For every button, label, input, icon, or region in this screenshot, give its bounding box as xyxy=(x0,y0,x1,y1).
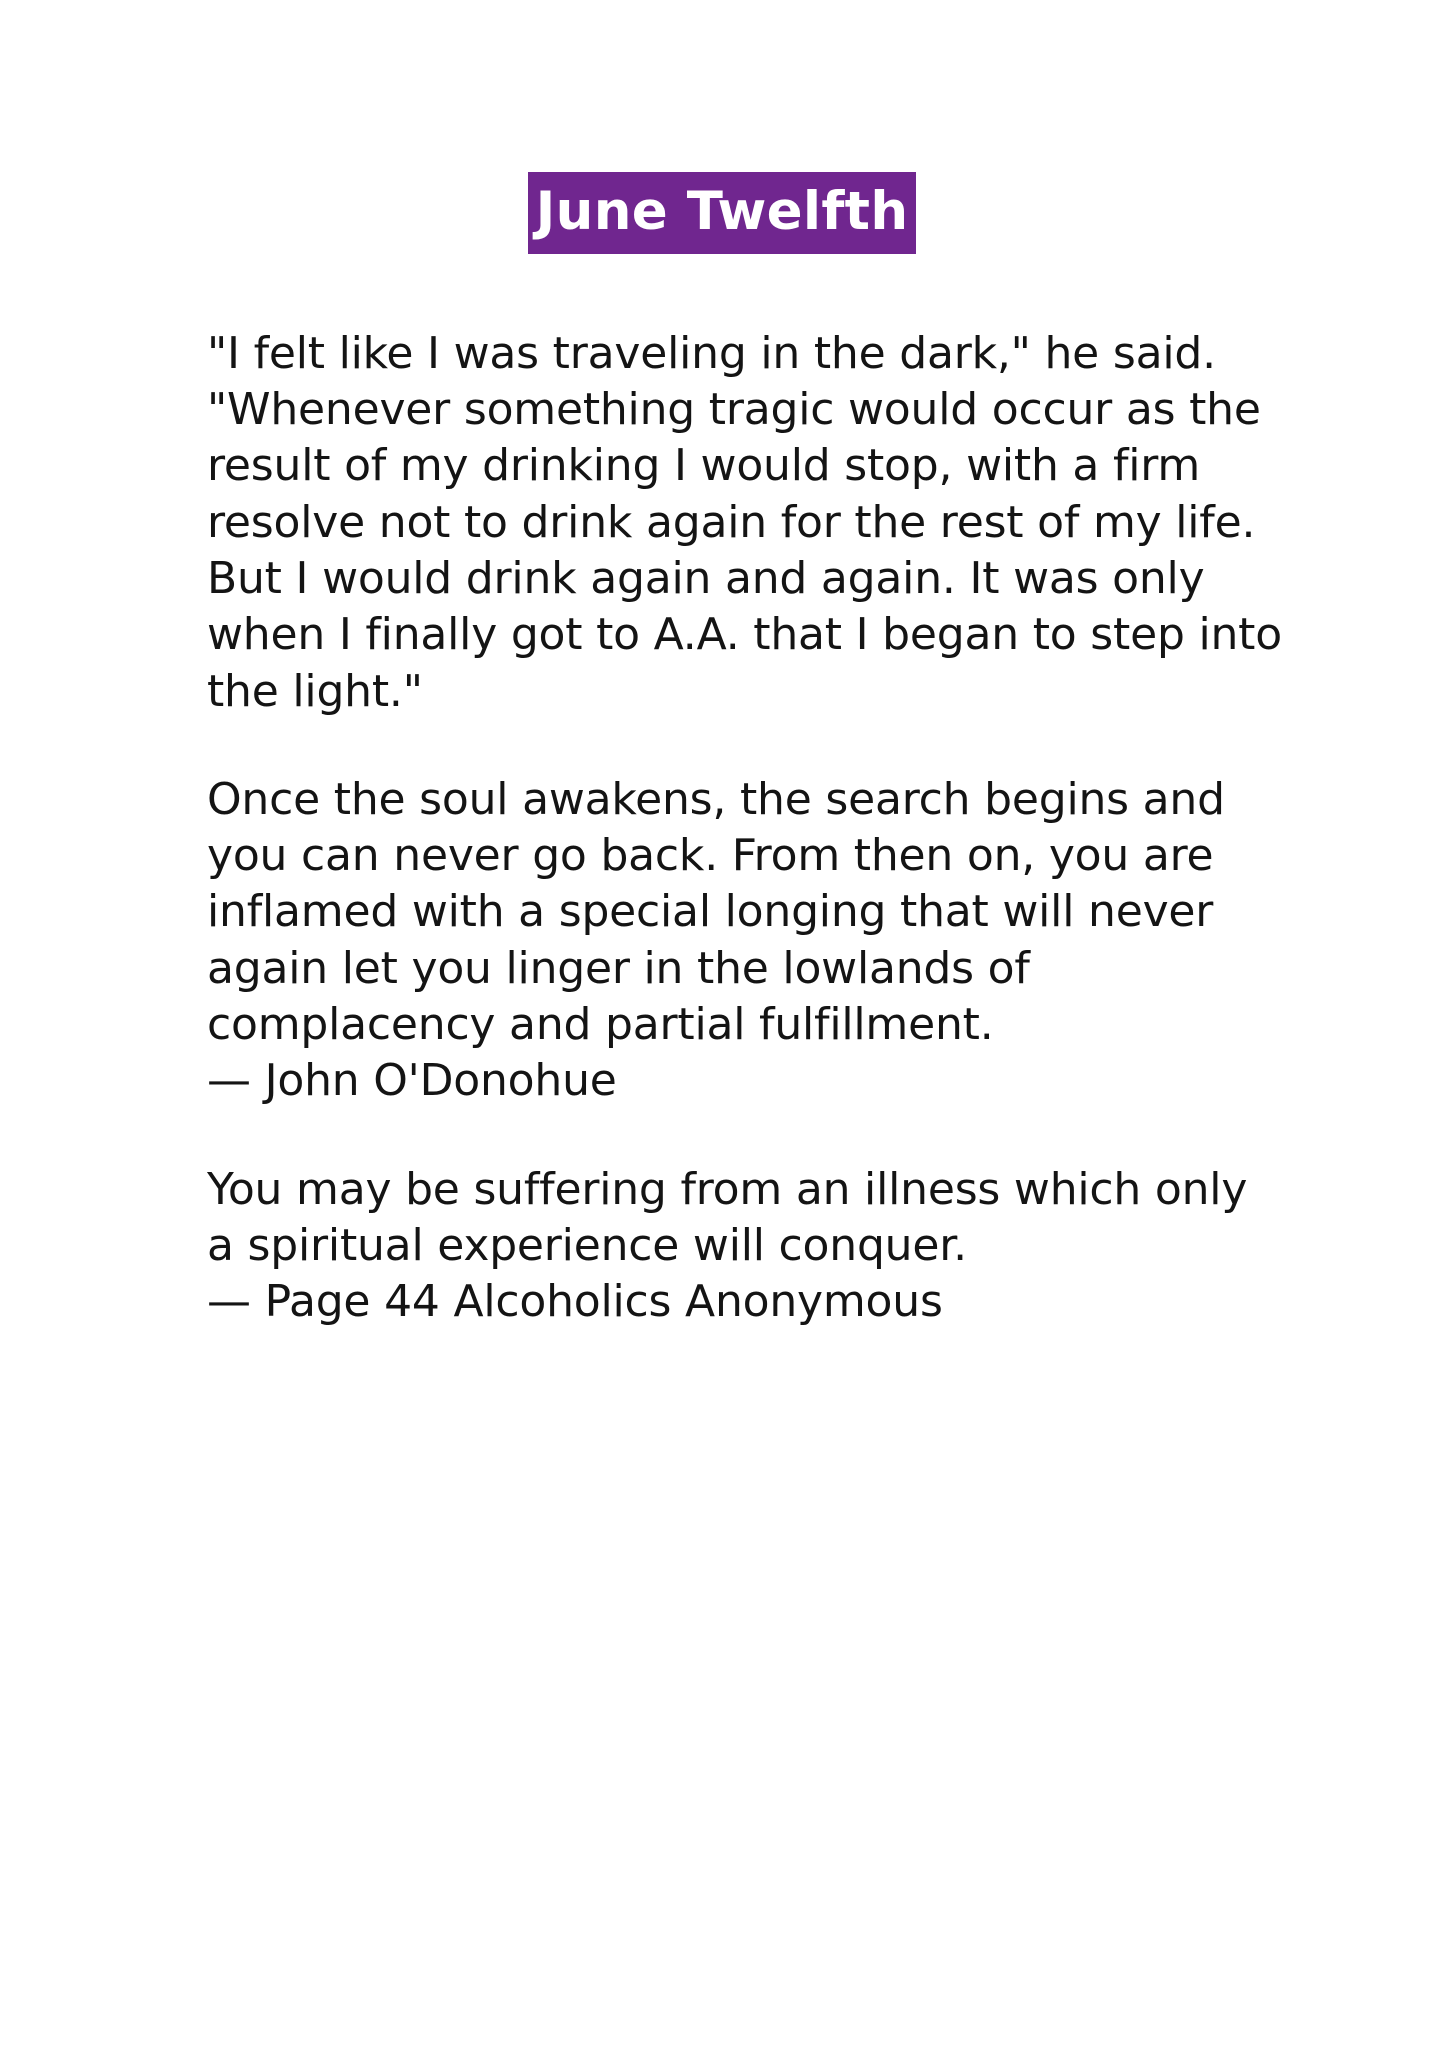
quote-three-attribution: — Page 44 Alcoholics Anonymous xyxy=(207,1276,943,1328)
quote-two-attribution: — John O'Donohue xyxy=(207,1055,617,1107)
page-title-container xyxy=(0,0,1444,254)
quote-two-paragraph: Once the soul awakens, the search begins and you can never go back. From then on, you are inflamed with a special longing that will never again let you linger in the lowlands of complacency and partial fulfillment. xyxy=(207,773,1225,1051)
quote-one-paragraph: "I felt like I was traveling in the dark," he said. "Whenever something tragic would occur as the result of my drinking I would stop, with a firm resolve not to drink again for the rest of my life. But I would drink again and again. It was only when I finally got to A.A. that I began to step into the light." xyxy=(207,327,1282,717)
paragraph-spacer-2 xyxy=(207,1110,1284,1162)
paragraph-spacer xyxy=(207,720,1284,772)
page-title: June Twelfth xyxy=(528,172,917,254)
document-body xyxy=(207,254,1284,1331)
quote-three-paragraph: You may be suffering from an illness which only a spiritual experience will conquer. xyxy=(207,1163,1248,1272)
